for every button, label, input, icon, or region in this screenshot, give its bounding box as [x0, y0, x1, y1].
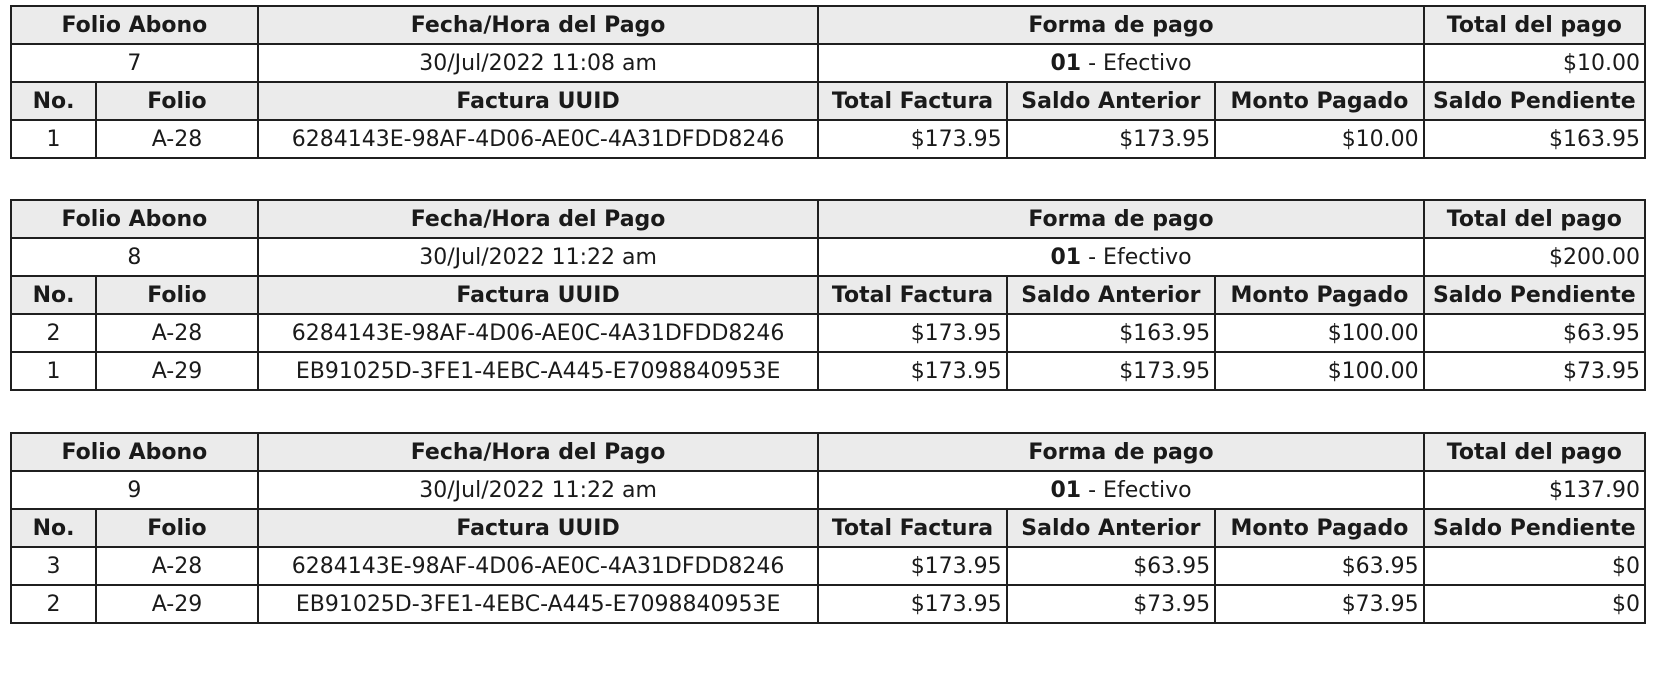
- payment-table: [10, 432, 1646, 624]
- detail-header-row: [11, 276, 1645, 314]
- forma-pago-header: Forma de pago: [818, 433, 1423, 471]
- forma-pago-desc: - Efectivo: [1081, 244, 1192, 270]
- forma-pago-code: 01: [1050, 50, 1082, 76]
- folio-value: A-28: [96, 547, 258, 585]
- folio-abono-value: 9: [11, 471, 258, 509]
- saldo-pendiente-header: Saldo Pendiente: [1424, 509, 1645, 547]
- payment-info-row: [11, 471, 1645, 509]
- table-row: [11, 547, 1645, 585]
- folio-abono-header: Folio Abono: [11, 200, 258, 238]
- folio-abono-header: Folio Abono: [11, 433, 258, 471]
- payment-header-row: [11, 6, 1645, 44]
- no-value: 1: [11, 120, 96, 158]
- total-factura-value: $173.95: [818, 352, 1006, 390]
- total-factura-value: $173.95: [818, 547, 1006, 585]
- detail-header-row: [11, 509, 1645, 547]
- fecha-hora-header: Fecha/Hora del Pago: [258, 200, 819, 238]
- saldo-anterior-header: Saldo Anterior: [1007, 509, 1216, 547]
- table-row: [11, 314, 1645, 352]
- forma-pago-code: 01: [1050, 477, 1082, 503]
- fecha-hora-header: Fecha/Hora del Pago: [258, 433, 819, 471]
- no-header: No.: [11, 509, 96, 547]
- table-row: [11, 352, 1645, 390]
- folio-value: A-28: [96, 314, 258, 352]
- forma-pago-desc: - Efectivo: [1081, 477, 1192, 503]
- total-factura-header: Total Factura: [818, 509, 1006, 547]
- saldo-anterior-header: Saldo Anterior: [1007, 82, 1216, 120]
- factura-uuid-header: Factura UUID: [258, 276, 819, 314]
- detail-header-row: [11, 82, 1645, 120]
- monto-pagado-value: $10.00: [1215, 120, 1424, 158]
- monto-pagado-value: $100.00: [1215, 352, 1424, 390]
- fecha-hora-value: 30/Jul/2022 11:22 am: [258, 471, 819, 509]
- monto-pagado-header: Monto Pagado: [1215, 82, 1424, 120]
- monto-pagado-header: Monto Pagado: [1215, 509, 1424, 547]
- total-pago-header: Total del pago: [1424, 6, 1645, 44]
- saldo-pendiente-value: $63.95: [1424, 314, 1645, 352]
- no-value: 2: [11, 585, 96, 623]
- forma-pago-header: Forma de pago: [818, 6, 1423, 44]
- no-header: No.: [11, 82, 96, 120]
- payment-info-row: [11, 44, 1645, 82]
- monto-pagado-value: $73.95: [1215, 585, 1424, 623]
- forma-pago-header: Forma de pago: [818, 200, 1423, 238]
- saldo-pendiente-value: $0: [1424, 547, 1645, 585]
- folio-value: A-29: [96, 352, 258, 390]
- no-value: 1: [11, 352, 96, 390]
- saldo-anterior-value: $63.95: [1007, 547, 1216, 585]
- payment-header-row: [11, 200, 1645, 238]
- folio-value: A-28: [96, 120, 258, 158]
- saldo-anterior-value: $173.95: [1007, 120, 1216, 158]
- saldo-pendiente-header: Saldo Pendiente: [1424, 276, 1645, 314]
- total-pago-value: $137.90: [1424, 471, 1645, 509]
- total-pago-header: Total del pago: [1424, 433, 1645, 471]
- folio-abono-value: 8: [11, 238, 258, 276]
- saldo-anterior-value: $73.95: [1007, 585, 1216, 623]
- factura-uuid-value: 6284143E-98AF-4D06-AE0C-4A31DFDD8246: [258, 314, 819, 352]
- no-header: No.: [11, 276, 96, 314]
- factura-uuid-value: EB91025D-3FE1-4EBC-A445-E7098840953E: [258, 585, 819, 623]
- total-factura-header: Total Factura: [818, 276, 1006, 314]
- payment-header-row: [11, 433, 1645, 471]
- no-value: 3: [11, 547, 96, 585]
- payment-table: [10, 199, 1646, 391]
- fecha-hora-value: 30/Jul/2022 11:08 am: [258, 44, 819, 82]
- fecha-hora-value: 30/Jul/2022 11:22 am: [258, 238, 819, 276]
- fecha-hora-header: Fecha/Hora del Pago: [258, 6, 819, 44]
- forma-pago-code: 01: [1050, 244, 1082, 270]
- table-row: [11, 585, 1645, 623]
- total-factura-value: $173.95: [818, 585, 1006, 623]
- forma-pago-value: [818, 471, 1423, 509]
- folio-header: Folio: [96, 82, 258, 120]
- folio-header: Folio: [96, 276, 258, 314]
- folio-abono-header: Folio Abono: [11, 6, 258, 44]
- factura-uuid-value: EB91025D-3FE1-4EBC-A445-E7098840953E: [258, 352, 819, 390]
- saldo-pendiente-header: Saldo Pendiente: [1424, 82, 1645, 120]
- folio-header: Folio: [96, 509, 258, 547]
- factura-uuid-header: Factura UUID: [258, 82, 819, 120]
- saldo-pendiente-value: $163.95: [1424, 120, 1645, 158]
- total-factura-header: Total Factura: [818, 82, 1006, 120]
- total-factura-value: $173.95: [818, 314, 1006, 352]
- no-value: 2: [11, 314, 96, 352]
- factura-uuid-value: 6284143E-98AF-4D06-AE0C-4A31DFDD8246: [258, 547, 819, 585]
- payment-info-row: [11, 238, 1645, 276]
- saldo-anterior-value: $173.95: [1007, 352, 1216, 390]
- factura-uuid-value: 6284143E-98AF-4D06-AE0C-4A31DFDD8246: [258, 120, 819, 158]
- factura-uuid-header: Factura UUID: [258, 509, 819, 547]
- monto-pagado-value: $100.00: [1215, 314, 1424, 352]
- total-pago-value: $10.00: [1424, 44, 1645, 82]
- forma-pago-desc: - Efectivo: [1081, 50, 1192, 76]
- payment-table: [10, 5, 1646, 159]
- forma-pago-value: [818, 238, 1423, 276]
- table-row: [11, 120, 1645, 158]
- saldo-pendiente-value: $73.95: [1424, 352, 1645, 390]
- total-pago-value: $200.00: [1424, 238, 1645, 276]
- total-factura-value: $173.95: [818, 120, 1006, 158]
- folio-abono-value: 7: [11, 44, 258, 82]
- monto-pagado-value: $63.95: [1215, 547, 1424, 585]
- monto-pagado-header: Monto Pagado: [1215, 276, 1424, 314]
- total-pago-header: Total del pago: [1424, 200, 1645, 238]
- saldo-anterior-header: Saldo Anterior: [1007, 276, 1216, 314]
- folio-value: A-29: [96, 585, 258, 623]
- saldo-pendiente-value: $0: [1424, 585, 1645, 623]
- saldo-anterior-value: $163.95: [1007, 314, 1216, 352]
- forma-pago-value: [818, 44, 1423, 82]
